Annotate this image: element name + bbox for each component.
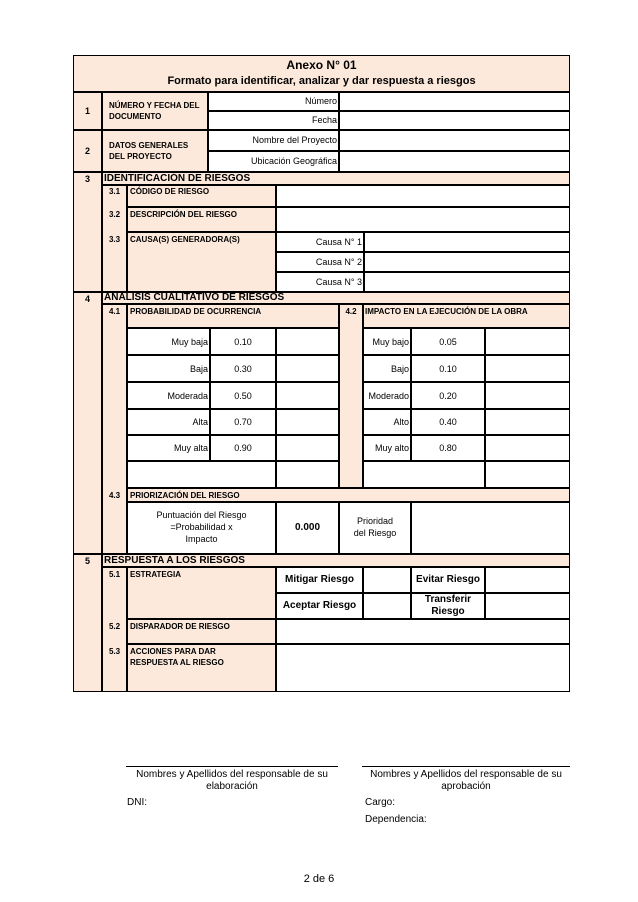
causa-1-field[interactable] [364,232,570,252]
signature-right-line-1: Nombres y Apellidos del responsable de su [370,769,562,780]
impact-blank-select [485,461,570,488]
numero-label: Número [304,96,337,106]
section-4-number-cell [73,292,102,554]
section-4-1-label: PROBABILIDAD DE OCURRENCIA [130,307,262,316]
impact-label: Bajo [390,364,409,374]
section-4-2-indent-cell [339,304,363,488]
cargo-label: Cargo: [365,797,396,808]
signature-line-right [362,766,570,767]
probability-select-cell[interactable] [276,355,339,382]
signature-line-left [126,766,338,767]
probability-label: Moderada [167,391,208,401]
section-5-3-label: ACCIONES PARA DAR RESPUESTA AL RIESGO [130,647,224,667]
probability-value: 0.70 [234,417,252,427]
section-5-number: 5 [84,556,90,566]
probability-label: Baja [189,364,208,374]
score-value: 0.000 [294,522,321,533]
causa-1-label: Causa N° 1 [315,237,362,247]
score-label-line-3: Impacto [185,534,218,544]
section-4-1-number: 4.1 [108,307,121,316]
probability-value: 0.50 [234,391,252,401]
transferir-riesgo-label-line-1: Transferir [424,594,472,605]
section-3-2-number: 3.2 [108,210,121,219]
section-1-number: 1 [84,106,90,116]
section-3-title: IDENTIFICACIÓN DE RIESGOS [104,173,251,184]
impact-select-cell[interactable] [485,328,570,355]
impact-label: Moderado [368,391,409,401]
probability-label: Alta [192,417,208,427]
signature-left-line-1: Nombres y Apellidos del responsable de su [136,769,328,780]
section-4-3-number: 4.3 [108,491,121,500]
form-subtitle: Formato para identificar, analizar y dar respuesta a riesgos [167,75,476,87]
mitigar-riesgo-checkbox[interactable] [363,567,411,593]
nombre-proyecto-field[interactable] [339,130,570,151]
codigo-riesgo-field[interactable] [276,185,570,207]
transferir-riesgo-checkbox[interactable] [485,593,570,619]
dependencia-label: Dependencia: [365,814,427,825]
ubicacion-field[interactable] [339,151,570,172]
section-3-3-number: 3.3 [108,235,121,244]
section-3-number: 3 [84,174,90,184]
causa-3-field[interactable] [364,272,570,292]
impact-select-cell[interactable] [485,382,570,409]
section-3-3-label: CAUSA(S) GENERADORA(S) [130,235,240,244]
evitar-riesgo-checkbox[interactable] [485,567,570,593]
section-3-number-cell [73,172,102,292]
impact-value: 0.05 [439,337,457,347]
impact-select-cell[interactable] [485,355,570,382]
section-3-1-number: 3.1 [108,187,121,196]
section-5-1-number: 5.1 [108,570,121,579]
section-5-3-number: 5.3 [108,647,121,656]
impact-value: 0.20 [439,391,457,401]
section-4-2-number: 4.2 [345,307,357,316]
section-4-3-label: PRIORIZACIÓN DEL RIESGO [130,491,240,500]
impact-label: Muy alto [374,443,409,453]
evitar-riesgo-label: Evitar Riesgo [416,574,480,585]
section-5-2-number: 5.2 [108,622,121,631]
fecha-field[interactable] [339,111,570,130]
section-3-2-label: DESCRIPCIÓN DEL RIESGO [130,210,237,219]
probability-value: 0.90 [234,443,252,453]
acciones-respuesta-field[interactable] [276,644,570,692]
form-title: Anexo N° 01 [286,58,357,72]
signature-left-line-2: elaboración [206,781,258,792]
probability-value: 0.10 [234,337,252,347]
section-4-title: ANÁLISIS CUALITATIVO DE RIESGOS [104,292,285,303]
numero-field[interactable] [339,92,570,111]
probability-blank-cell [127,461,276,488]
ubicacion-label: Ubicación Geográfica [250,156,337,166]
mitigar-riesgo-label: Mitigar Riesgo [285,574,354,585]
impact-select-cell[interactable] [485,409,570,435]
score-label-line-2: =Probabilidad x [170,522,233,532]
dni-label: DNI: [127,797,147,808]
probability-blank-select [276,461,339,488]
signature-right-line-2: aprobación [441,781,491,792]
section-5-2-label: DISPARADOR DE RIESGO [130,622,230,631]
fecha-label: Fecha [311,115,337,125]
section-4-indent-cell [102,304,127,554]
aceptar-riesgo-label: Aceptar Riesgo [282,600,357,611]
probability-label: Muy alta [173,443,208,453]
aceptar-riesgo-checkbox[interactable] [363,593,411,619]
probability-value: 0.30 [234,364,252,374]
section-5-1-label: ESTRATEGIA [130,570,181,579]
priority-value-field[interactable] [411,502,570,554]
descripcion-riesgo-field[interactable] [276,207,570,232]
probability-label: Muy baja [171,337,208,347]
probability-select-cell[interactable] [276,435,339,461]
disparador-riesgo-field[interactable] [276,619,570,644]
section-2-label: DATOS GENERALES DEL PROYECTO [109,141,189,161]
section-1-label: NÚMERO Y FECHA DEL DOCUMENTO [109,101,200,121]
impact-value: 0.10 [439,364,457,374]
causa-2-label: Causa N° 2 [315,257,362,267]
nombre-proyecto-label: Nombre del Proyecto [252,135,337,145]
priority-label-line-2: del Riesgo [353,528,397,538]
impact-select-cell[interactable] [485,435,570,461]
impact-label: Muy bajo [372,337,409,347]
impact-label: Alto [393,417,409,427]
probability-select-cell[interactable] [276,382,339,409]
section-5-number-cell [73,554,102,692]
causa-3-label: Causa N° 3 [315,277,362,287]
probability-select-cell[interactable] [276,409,339,435]
impact-blank-cell [363,461,485,488]
probability-select-cell[interactable] [276,328,339,355]
section-4-number: 4 [84,294,90,304]
causa-2-field[interactable] [364,252,570,272]
impact-value: 0.40 [439,417,457,427]
transferir-riesgo-label-line-2: Riesgo [431,606,465,617]
section-2-number: 2 [84,146,90,156]
section-3-1-label: CÓDIGO DE RIESGO [130,187,210,196]
impact-value: 0.80 [439,443,457,453]
score-label-line-1: Puntuación del Riesgo [156,510,247,520]
page-number: 2 de 6 [303,873,335,885]
section-5-title: RESPUESTA A LOS RIESGOS [104,555,245,566]
priority-label-line-1: Prioridad [356,516,394,526]
section-4-2-label: IMPACTO EN LA EJECUCIÓN DE LA OBRA [365,307,528,316]
